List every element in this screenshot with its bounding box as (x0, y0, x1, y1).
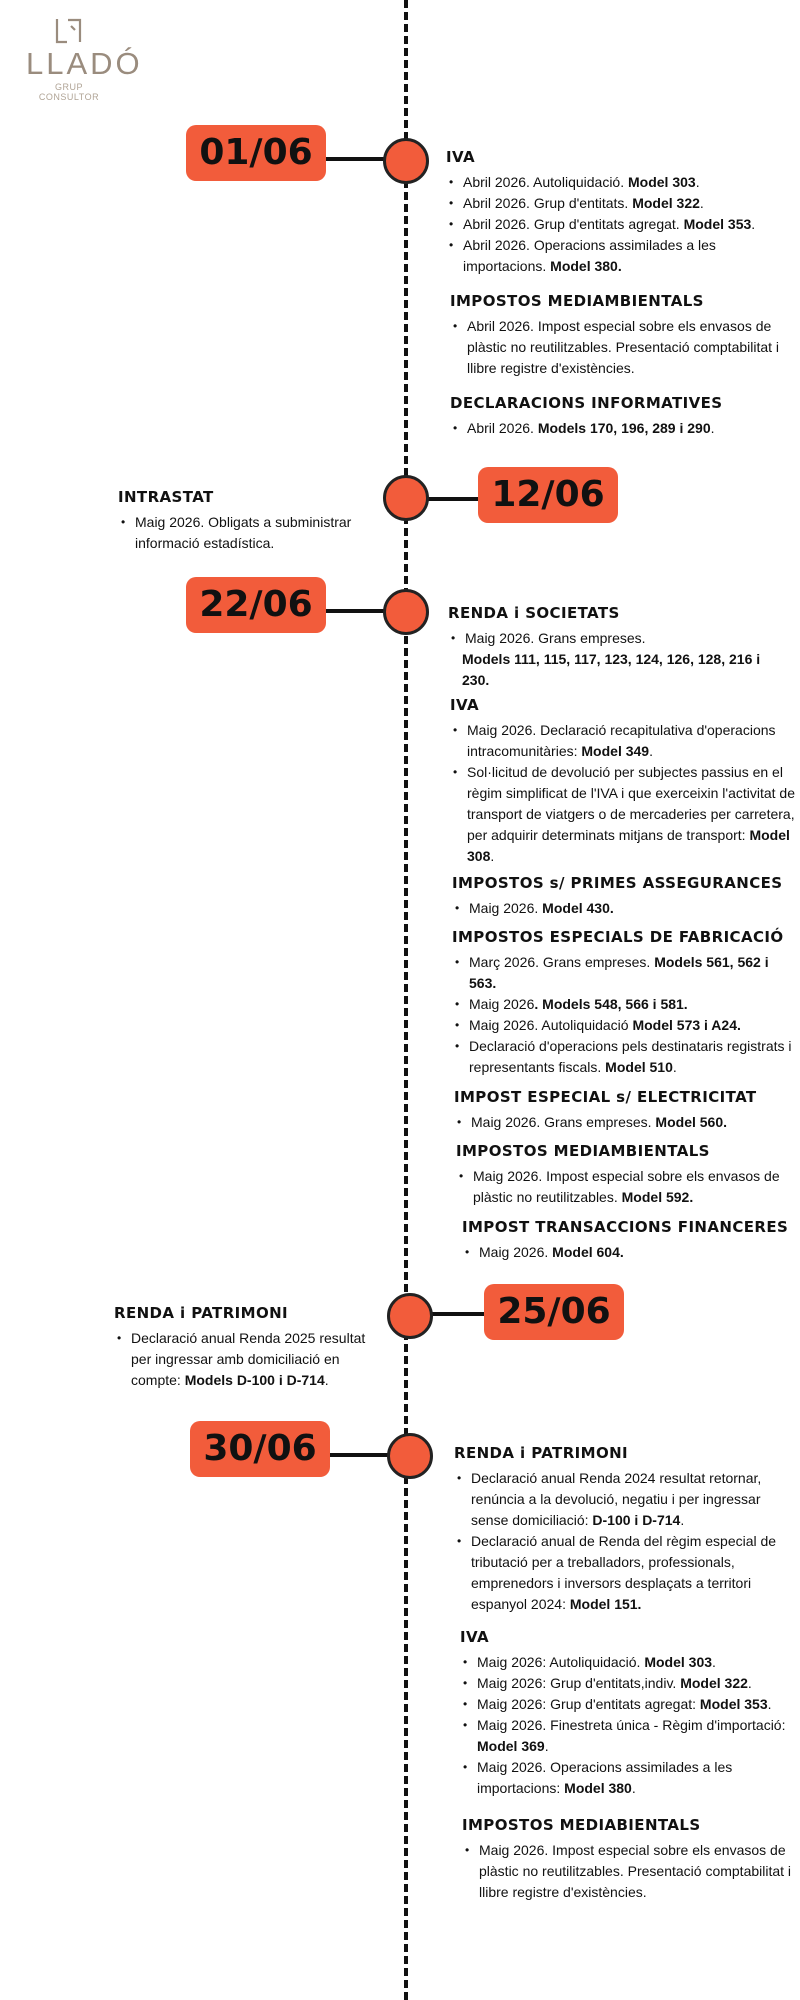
block-22-06-mediambientals (456, 1142, 796, 1208)
list-item: • Maig 2026. Models 548, 566 i 581. (452, 994, 796, 1015)
list-item: • Maig 2026. Model 430. (452, 898, 796, 919)
timeline-node (387, 1293, 433, 1339)
block-22-06-renda (448, 604, 796, 691)
section-heading-renda-patrimoni: RENDA i PATRIMONI (454, 1444, 629, 1462)
list-item: • Declaració d'operacions pels destinataris registrats i representants fiscals. Model 510. (452, 1036, 796, 1078)
list-item: • Abril 2026. Autoliquidació. Model 303. (446, 172, 796, 193)
list-item: • Maig 2026. Autoliquidació Model 573 i A24. (452, 1015, 796, 1036)
logo (26, 16, 143, 102)
connector (430, 1312, 484, 1316)
date-badge-01-06: 01/06 (186, 125, 326, 181)
connector (426, 497, 478, 501)
timeline-node (387, 1433, 433, 1479)
connector (326, 157, 389, 161)
date-badge-12-06: 12/06 (478, 467, 618, 523)
date-badge-30-06: 30/06 (190, 1421, 330, 1477)
block-22-06-iva (450, 696, 796, 867)
block-01-06-informatives (450, 394, 796, 439)
list-item: • Abril 2026. Impost especial sobre els envasos de plàstic no reutilitzables. Presentació comptabilitat i llibre registre d'existències. (450, 316, 796, 379)
list-item: • Sol·licitud de devolució per subjectes passius en el règim simplificat de l'IVA i que exerceixin l'activitat de transport de viatgers o de mercaderies per carretera, per adquirir determinats mitjans de transport: Model 308. (450, 762, 796, 867)
section-heading-mediambientals: IMPOSTOS MEDIAMBIENTALS (450, 292, 704, 310)
block-30-06-iva (460, 1628, 796, 1799)
block-22-06-transaccions (462, 1218, 796, 1263)
list-item: • Maig 2026. Impost especial sobre els envasos de plàstic no reutilitzables. Model 592. (456, 1166, 796, 1208)
section-heading-especials-fabricacio: IMPOSTOS ESPECIALS DE FABRICACIÓ (452, 928, 784, 946)
block-01-06 (446, 148, 796, 277)
list-item: • Abril 2026. Models 170, 196, 289 i 290. (450, 418, 796, 439)
section-heading-intrastat: INTRASTAT (118, 488, 214, 506)
block-22-06-fabricacio (452, 928, 796, 1078)
list-item: • Maig 2026. Operacions assimilades a les importacions: Model 380. (460, 1757, 796, 1799)
timeline-axis (404, 0, 408, 2000)
timeline-node (383, 589, 429, 635)
list-item: • Maig 2026: Grup d'entitats,indiv. Model 322. (460, 1673, 796, 1694)
block-30-06-renda (454, 1444, 796, 1615)
logo-name: LLADÓ (26, 46, 143, 81)
block-12-06 (118, 488, 368, 554)
timeline-node (383, 475, 429, 521)
block-25-06 (114, 1304, 372, 1391)
logo-subtitle: GRUP CONSULTOR (38, 82, 100, 102)
block-30-06-mediambientals (462, 1816, 796, 1903)
list-item: • Maig 2026. Grans empreses. Model 560. (454, 1112, 796, 1133)
list-item: • Abril 2026. Grup d'entitats agregat. Model 353. (446, 214, 796, 235)
list-item: • Maig 2026. Impost especial sobre els envasos de plàstic no reutilitzables. Presentació comptabilitat i llibre registre d'existències. (462, 1840, 796, 1903)
list-item: • Maig 2026. Obligats a subministrar informació estadística. (118, 512, 368, 554)
date-badge-25-06: 25/06 (484, 1284, 624, 1340)
models-list: Models 111, 115, 117, 123, 124, 126, 128, 216 i 230. (462, 651, 761, 688)
connector (326, 609, 389, 613)
list-item: • Març 2026. Grans empreses. Models 561, 562 i 563. (452, 952, 796, 994)
list-item: • Maig 2026. Model 604. (462, 1242, 796, 1263)
section-heading-iva: IVA (460, 1628, 489, 1646)
list-item: • Maig 2026. Finestreta única - Règim d'importació: Model 369. (460, 1715, 796, 1757)
section-heading-iva: IVA (446, 148, 475, 166)
logo-mark-icon (54, 16, 84, 46)
list-item: • Maig 2026. Grans empreses. (448, 628, 796, 649)
section-heading-informatives: DECLARACIONS INFORMATIVES (450, 394, 723, 412)
timeline-node (383, 138, 429, 184)
list-item: • Declaració anual Renda 2025 resultat per ingressar amb domiciliació en compte: Models D-100 i D-714. (114, 1328, 372, 1391)
block-01-06-mediambientals (450, 292, 796, 379)
section-heading-primes-assegurances: IMPOSTOS s/ PRIMES ASSEGURANCES (452, 874, 783, 892)
section-heading-renda-patrimoni: RENDA i PATRIMONI (114, 1304, 289, 1322)
section-heading-iva: IVA (450, 696, 479, 714)
list-item: • Abril 2026. Grup d'entitats. Model 322. (446, 193, 796, 214)
section-heading-mediambientals: IMPOSTOS MEDIABIENTALS (462, 1816, 701, 1834)
block-22-06-electricitat (454, 1088, 796, 1133)
list-iva (446, 172, 796, 277)
connector (330, 1453, 391, 1457)
date-badge-22-06: 22/06 (186, 577, 326, 633)
section-heading-electricitat: IMPOST ESPECIAL s/ ELECTRICITAT (454, 1088, 757, 1106)
block-22-06-primes (452, 874, 796, 919)
list-item: • Maig 2026: Grup d'entitats agregat: Model 353. (460, 1694, 796, 1715)
list-item: • Maig 2026. Declaració recapitulativa d'operacions intracomunitàries: Model 349. (450, 720, 796, 762)
section-heading-transaccions-financeres: IMPOST TRANSACCIONS FINANCERES (462, 1218, 789, 1236)
list-item: • Abril 2026. Operacions assimilades a les importacions. Model 380. (446, 235, 796, 277)
section-heading-renda-societats: RENDA i SOCIETATS (448, 604, 620, 622)
list-item: • Declaració anual de Renda del règim especial de tributació per a treballadors, professionals, emprenedors i inversors desplaçats a territori espanyol 2024: Model 151. (454, 1531, 796, 1615)
section-heading-mediambientals: IMPOSTOS MEDIAMBIENTALS (456, 1142, 710, 1160)
list-item: • Maig 2026: Autoliquidació. Model 303. (460, 1652, 796, 1673)
list-item: • Declaració anual Renda 2024 resultat retornar, renúncia a la devolució, negatiu i per ingressar sense domiciliació: D-100 i D-714. (454, 1468, 796, 1531)
